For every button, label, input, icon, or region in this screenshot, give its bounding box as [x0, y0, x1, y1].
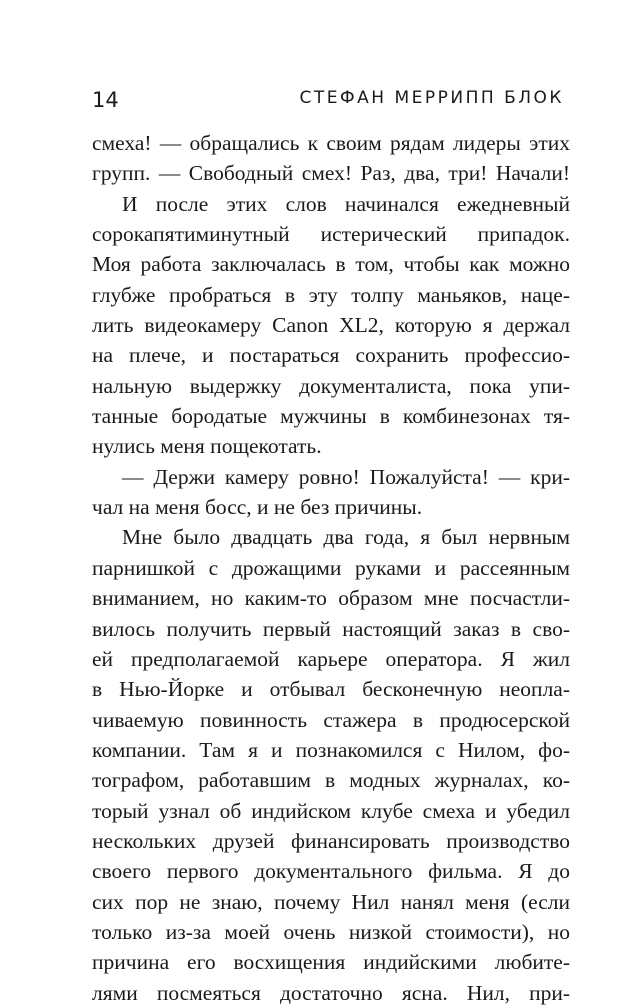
page-number: 14: [92, 88, 119, 112]
running-head: [92, 88, 564, 116]
text-line: нулись меня пощекотать.: [92, 434, 322, 459]
text-line: вниманием, но каким-то образом мне посчастли-: [92, 586, 570, 611]
text-line: чал на меня босс, и не без причины.: [92, 495, 423, 520]
running-head-author: СТЕФАН МЕРРИПП БЛОК: [299, 88, 564, 108]
text-line: чиваемую повинность стажера в продюсерской: [92, 707, 570, 732]
text-line: лить видеокамеру Canon XL2, которую я держал: [92, 313, 570, 338]
text-line: в Нью-Йорке и отбывал бесконечную неопла-: [92, 677, 570, 702]
text-line: Мне было двадцать два года, я был нервным: [122, 525, 570, 550]
text-line: на плече, и постараться сохранить профессио-: [92, 343, 570, 368]
text-line: только из-за моей очень низкой стоимости), но: [92, 919, 570, 944]
text-line: И после этих слов начинался ежедневный: [122, 191, 570, 216]
text-line: парнишкой с дрожащими руками и рассеянным: [92, 555, 570, 580]
text-line: сих пор не знаю, почему Нил нанял меня (если: [92, 889, 570, 914]
text-line: компании. Там я и познакомился с Нилом, фо-: [92, 737, 570, 762]
text-line: своего первого документального фильма. Я до: [92, 859, 570, 884]
body-text: [92, 128, 570, 1008]
text-line: ей предполагаемой карьере оператора. Я жил: [92, 646, 570, 671]
text-line: тографом, работавшим в модных журналах, ко-: [92, 768, 570, 793]
text-line: нескольких друзей финансировать производство: [92, 828, 570, 853]
text-line: глубже пробраться в эту толпу маньяков, наце-: [92, 282, 570, 307]
text-line: танные бородатые мужчины в комбинезонах тя-: [92, 404, 570, 429]
text-line: лями посмеяться достаточно ясна. Нил, при-: [92, 980, 570, 1005]
text-line: торый узнал об индийском клубе смеха и убедил: [92, 798, 570, 823]
text-line: нальную выдержку документалиста, пока упи-: [92, 373, 570, 398]
text-line: — Держи камеру ровно! Пожалуйста! — кри-: [122, 464, 570, 489]
text-line: вилось получить первый настоящий заказ в сво-: [92, 616, 570, 641]
text-line: сорокапятиминутный истерический припадок.: [92, 222, 570, 247]
text-line: причина его восхищения индийскими любите-: [92, 950, 570, 975]
text-line: групп. — Свободный смех! Раз, два, три! Начали!: [92, 161, 570, 186]
text-line: Моя работа заключалась в том, чтобы как можно: [92, 252, 570, 277]
text-line: смеха! — обращались к своим рядам лидеры этих: [92, 131, 570, 155]
